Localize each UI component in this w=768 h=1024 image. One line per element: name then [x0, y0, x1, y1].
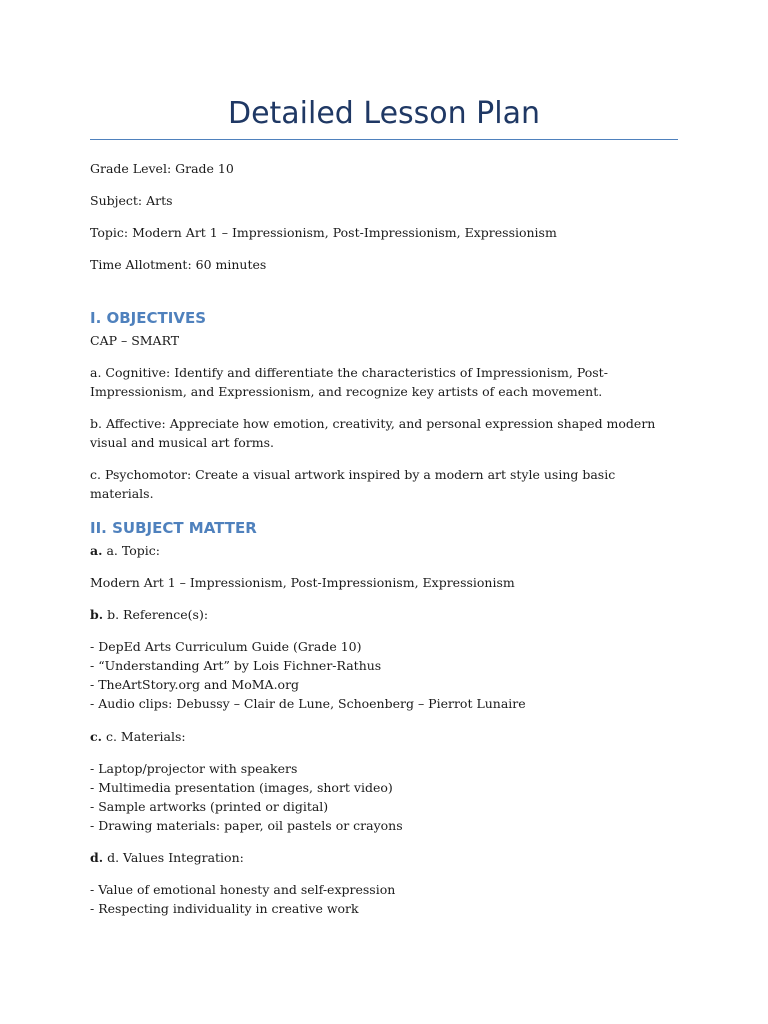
list-item: - Audio clips: Debussy – Clair de Lune, Schoenberg – Pierrot Lunaire: [90, 696, 526, 711]
list-item: - DepEd Arts Curriculum Guide (Grade 10): [90, 639, 362, 654]
page-title: Detailed Lesson Plan: [227, 96, 541, 131]
materials-label: [90, 727, 186, 746]
references-label: [90, 605, 208, 624]
topic-value: Modern Art 1 – Impressionism, Post-Impressionism, Expressionism: [90, 575, 515, 590]
objective-cognitive: a. Cognitive: Identify and differentiate the characteristics of Impressionism, Post-Impressionism, and Expressionism, and recognize key artists of each movement.: [90, 365, 608, 399]
topic-marker: a.: [90, 543, 103, 558]
topic-label-text: a. Topic:: [106, 543, 160, 558]
materials-list: [90, 759, 670, 835]
list-item: - Respecting individuality in creative work: [90, 901, 359, 916]
subject-matter-heading: II. SUBJECT MATTER: [90, 519, 257, 537]
values-label: [90, 848, 244, 867]
grade-level: Grade Level: Grade 10: [90, 161, 234, 176]
topic: Topic: Modern Art 1 – Impressionism, Post-Impressionism, Expressionism: [90, 225, 557, 240]
references-list: [90, 637, 670, 713]
list-item: - Sample artworks (printed or digital): [90, 799, 329, 814]
objective-psychomotor: c. Psychomotor: Create a visual artwork inspired by a modern art style using basic materials.: [90, 467, 616, 501]
time-allotment: Time Allotment: 60 minutes: [90, 257, 267, 272]
values-label-text: d. Values Integration:: [107, 850, 244, 865]
values-list: [90, 880, 670, 918]
list-item: - Drawing materials: paper, oil pastels or crayons: [90, 818, 403, 833]
references-label-text: b. Reference(s):: [107, 607, 209, 622]
references-marker: b.: [90, 607, 104, 622]
list-item: - Multimedia presentation (images, short video): [90, 780, 393, 795]
materials-marker: c.: [90, 729, 102, 744]
list-item: - “Understanding Art” by Lois Fichner-Rathus: [90, 658, 382, 673]
subject: Subject: Arts: [90, 193, 173, 208]
objectives-heading: I. OBJECTIVES: [90, 309, 206, 327]
list-item: - Value of emotional honesty and self-expression: [90, 882, 396, 897]
materials-label-text: c. Materials:: [105, 729, 186, 744]
objective-affective: b. Affective: Appreciate how emotion, creativity, and personal expression shaped modern visual and musical art forms.: [90, 416, 656, 450]
title-divider: [90, 139, 678, 140]
objectives-subtitle: CAP – SMART: [90, 333, 180, 348]
list-item: - TheArtStory.org and MoMA.org: [90, 677, 300, 692]
values-marker: d.: [90, 850, 104, 865]
topic-label: [90, 541, 160, 560]
list-item: - Laptop/projector with speakers: [90, 761, 298, 776]
